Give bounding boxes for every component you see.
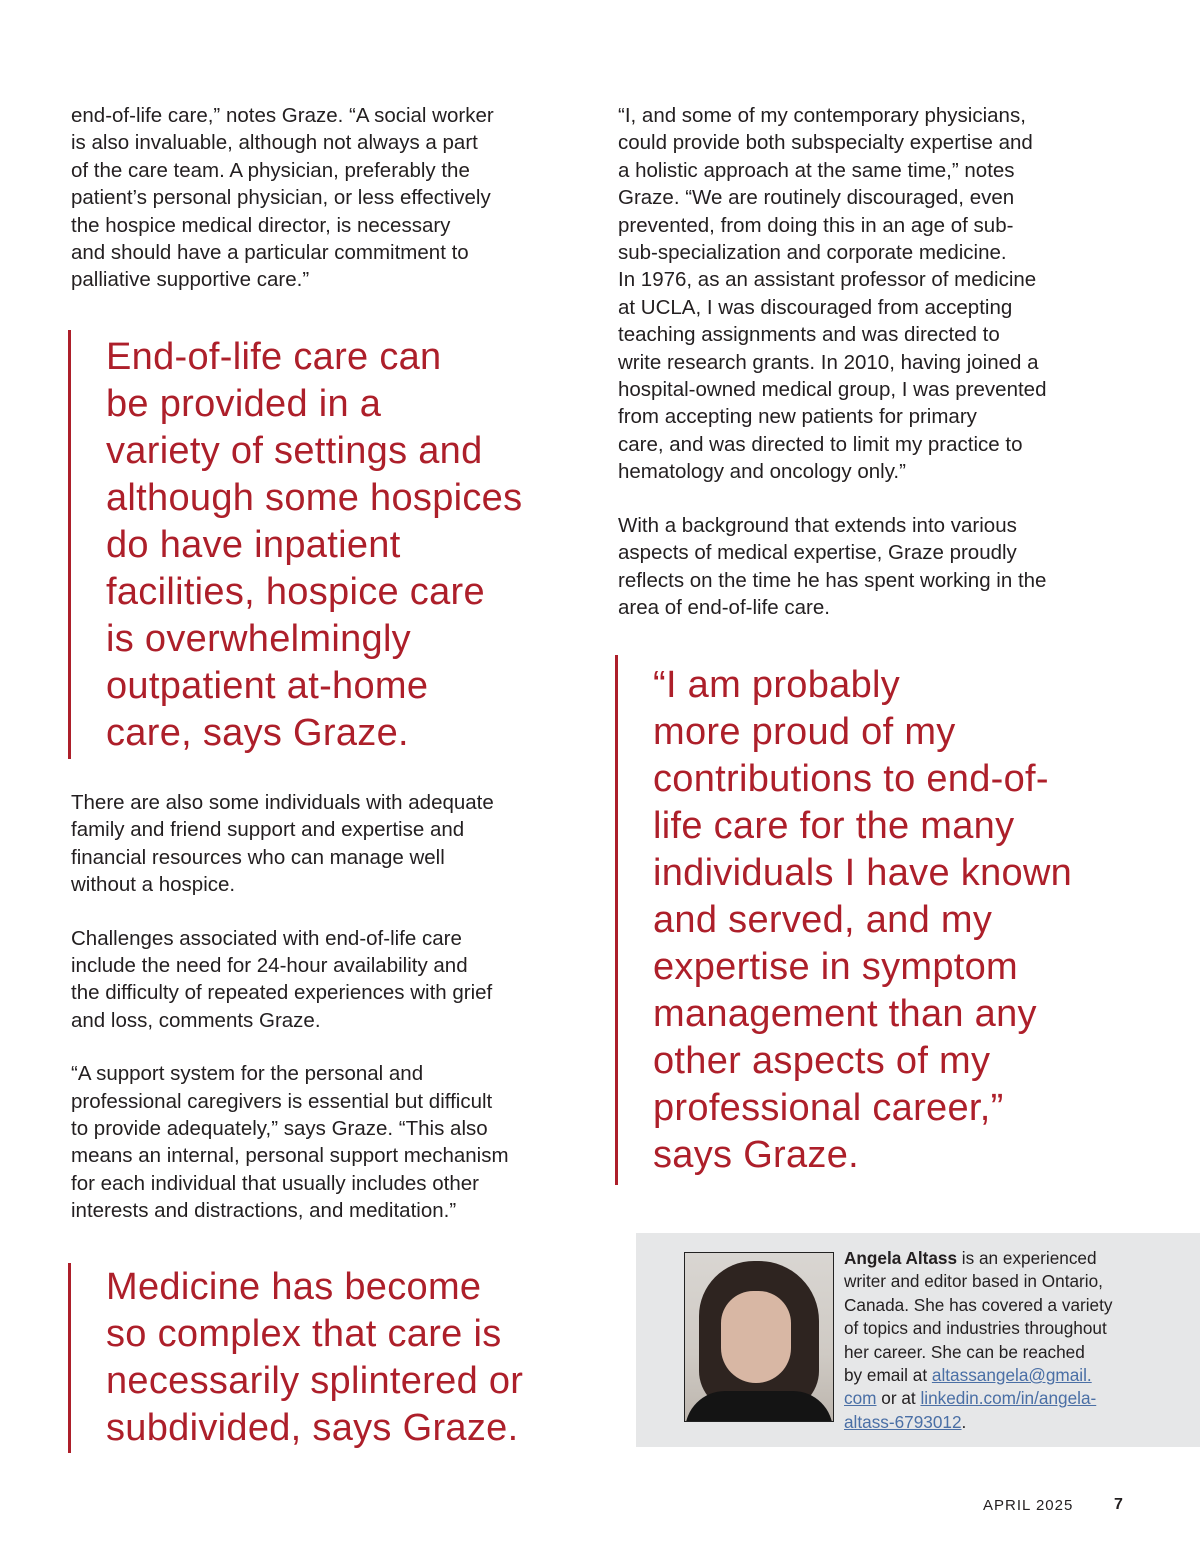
pull-quote-line: facilities, hospice care [106, 571, 485, 613]
pull-quote-line: life care for the many [653, 805, 1015, 847]
body-line: the difficulty of repeated experiences with grief [71, 981, 493, 1005]
bio-text-fragment: or at [876, 1388, 921, 1409]
body-line: from accepting new patients for primary [618, 405, 977, 429]
paragraph-challenges [71, 925, 591, 1035]
pull-quote-line: individuals I have known [653, 852, 1073, 894]
body-line: With a background that extends into various [618, 513, 1017, 537]
body-line: sub-specialization and corporate medicine. [618, 241, 1007, 265]
page-number: 7 [1114, 1496, 1123, 1513]
author-bio-box [636, 1233, 1200, 1447]
body-line: reflects on the time he has spent working in the [618, 568, 1047, 592]
pull-quote-line: more proud of my [653, 711, 956, 753]
linkedin-link-continued[interactable]: altass-6793012 [844, 1411, 962, 1432]
author-photo [684, 1252, 834, 1422]
pull-quote-line: “I am probably [653, 664, 901, 706]
body-line: professional caregivers is essential but difficult [71, 1089, 493, 1113]
pull-quote-proud [615, 655, 1072, 1185]
body-line: to provide adequately,” says Graze. “This also [71, 1117, 488, 1141]
pull-quote-line: professional career,” [653, 1087, 1004, 1129]
bio-line: writer and editor based in Ontario, [844, 1271, 1103, 1292]
pull-quote-line: do have inpatient [106, 524, 401, 566]
body-line: interests and distractions, and meditation.” [71, 1199, 457, 1223]
body-line: include the need for 24-hour availability and [71, 954, 468, 978]
bio-line: Canada. She has covered a variety [844, 1294, 1113, 1315]
body-line: “I, and some of my contemporary physicians, [618, 104, 1026, 127]
body-line: Challenges associated with end-of-life care [71, 926, 462, 950]
body-line: means an internal, personal support mechanism [71, 1144, 509, 1168]
linkedin-link[interactable]: linkedin.com/in/angela- [920, 1388, 1097, 1409]
body-line: hematology and oncology only.” [618, 460, 906, 484]
pull-quote-line: although some hospices [106, 477, 523, 519]
body-line: aspects of medical expertise, Graze proudly [618, 541, 1017, 565]
bio-line: of topics and industries throughout [844, 1318, 1107, 1339]
footer-issue-date: APRIL 2025 [983, 1497, 1074, 1514]
pull-quote-settings [68, 330, 522, 759]
pull-quote-line: Medicine has become [106, 1266, 482, 1308]
body-line: teaching assignments and was directed to [618, 323, 1000, 347]
author-photo-shirt [685, 1391, 833, 1422]
paragraph-hospice-alternatives [71, 789, 591, 899]
bio-line [844, 1411, 1184, 1434]
pull-quote-line: End-of-life care can [106, 336, 442, 378]
body-line: “A support system for the personal and [71, 1062, 424, 1086]
email-link-continued[interactable]: com [844, 1388, 877, 1409]
bio-text-fragment: by email at [844, 1365, 932, 1386]
left-lower-body [71, 789, 591, 1251]
left-intro-paragraph [71, 102, 591, 294]
author-bio-text [844, 1247, 1184, 1434]
bio-line [844, 1247, 1184, 1270]
author-photo-face [721, 1291, 791, 1383]
bio-text-fragment: . [961, 1411, 967, 1432]
paragraph-background [618, 512, 1138, 622]
body-line: without a hospice. [71, 873, 236, 897]
body-line: area of end-of-life care. [618, 595, 830, 619]
email-link[interactable]: altassangela@gmail. [931, 1365, 1092, 1386]
body-line: write research grants. In 2010, having joined a [618, 350, 1039, 374]
body-line: Graze. “We are routinely discouraged, even [618, 186, 1015, 210]
pull-quote-line: says Graze. [653, 1134, 860, 1176]
pull-quote-line: management than any [653, 993, 1037, 1035]
pull-quote-line: other aspects of my [653, 1040, 991, 1082]
body-line: end-of-life care,” notes Graze. “A social worker [71, 104, 494, 127]
body-line: the hospice medical director, is necessary [71, 213, 451, 237]
body-line: In 1976, as an assistant professor of medicine [618, 268, 1037, 292]
body-line: patient’s personal physician, or less effectively [71, 186, 491, 210]
bio-text-fragment: is an experienced [957, 1248, 1097, 1268]
right-body [618, 102, 1138, 647]
body-line: for each individual that usually includes other [71, 1171, 479, 1195]
body-line: at UCLA, I was discouraged from accepting [618, 295, 1013, 319]
body-line: of the care team. A physician, preferably the [71, 158, 470, 182]
author-name: Angela Altass [844, 1248, 958, 1268]
pull-quote-line: variety of settings and [106, 430, 483, 472]
body-line: and loss, comments Graze. [71, 1008, 321, 1032]
body-line: is also invaluable, although not always a part [71, 131, 478, 155]
bio-line: her career. She can be reached [844, 1341, 1085, 1362]
pull-quote-line: care, says Graze. [106, 712, 409, 754]
body-line: financial resources who can manage well [71, 845, 445, 869]
paragraph-graze-quote [618, 102, 1138, 486]
pull-quote-line: and served, and my [653, 899, 993, 941]
body-line: a holistic approach at the same time,” notes [618, 158, 1015, 182]
pull-quote-line: outpatient at-home [106, 665, 429, 707]
pull-quote-line: necessarily splintered or [106, 1360, 524, 1402]
body-line: prevented, from doing this in an age of sub- [618, 213, 1014, 237]
pull-quote-line: is overwhelmingly [106, 618, 411, 660]
body-line: hospital-owned medical group, I was prevented [618, 378, 1047, 402]
pull-quote-line: be provided in a [106, 383, 382, 425]
body-line: care, and was directed to limit my practice to [618, 432, 1023, 456]
pull-quote-line: so complex that care is [106, 1313, 502, 1355]
pull-quote-line: expertise in symptom [653, 946, 1019, 988]
body-line: and should have a particular commitment to [71, 241, 469, 265]
body-line: could provide both subspecialty expertise and [618, 131, 1033, 155]
pull-quote-line: contributions to end-of- [653, 758, 1049, 800]
bio-line [844, 1387, 1184, 1410]
paragraph-support-system [71, 1060, 591, 1224]
body-line: palliative supportive care.” [71, 268, 310, 292]
body-line: family and friend support and expertise and [71, 818, 465, 842]
body-line: There are also some individuals with adequate [71, 791, 494, 814]
pull-quote-line: subdivided, says Graze. [106, 1407, 519, 1449]
pull-quote-medicine-complex [68, 1263, 523, 1453]
bio-line [844, 1364, 1184, 1387]
